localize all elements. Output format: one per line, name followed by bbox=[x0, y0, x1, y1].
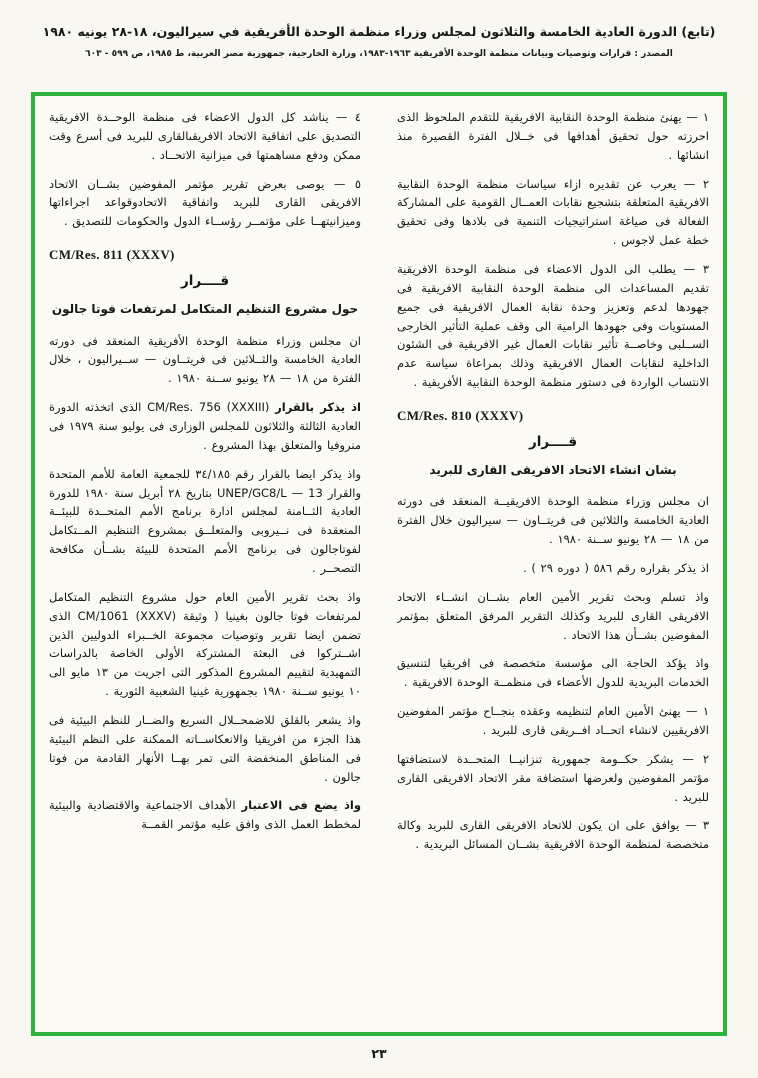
paragraph: ٢ — يشكر حكــومة جمهورية تنزانيــا المتحــدة لاستضافتها مؤتمر المفوضين ولعرضها استضافة مقر الاتحاد الافريقى القارى للبريد . bbox=[397, 751, 709, 804]
paragraph: ٤ — يناشد كل الدول الاعضاء فى منظمة الوحــدة الافريقية التصديق على اتفاقية الاتحاد الافريقىالقارى للبريد فى أسرع وقت ممكن ودفع مساهمتها فى ميزانية الاتحــاد . bbox=[49, 110, 361, 162]
paragraph: واذ يذكر ايضا بالقرار رقم ٣٤/١٨٥ للجمعية العامة للأمم المتحدة والقرار UNEP/GC8/L — 13 بتاريخ ٢٨ أبريل سنة ١٩٨٠ للدورة العادية الثــامنة لمجلس ادارة برنامج الأمم المتحــدة للبيئــة المنعقدة فى نــيروبى والمتعلــق بمشروع التنظيم المــتكامل لفوتاجالون فى برنامج الأمم المتحدة للبيئة بشــأن مكافحة التصحــر . bbox=[49, 466, 361, 575]
paragraph-considering bbox=[49, 796, 361, 834]
paragraph-text: CM/Res. 756 (XXXIII) الذى اتخذته الدورة العادية الثالثة والثلاثون للمجلس الوزارى فى يوليو سنة ١٩٧٩ فى منروفيا والمتعلق بهذا المشروع . bbox=[49, 400, 361, 452]
paragraph-text: الأهداف الاجتماعية والاقتصادية والبيئية لمخطط العمل الذى وافق عليه مؤتمر القمــة bbox=[49, 798, 361, 832]
resolution-heading: قــــرار bbox=[528, 434, 578, 451]
page-number: ٢٣ bbox=[371, 1046, 387, 1061]
paragraph: ٣ — يوافق على ان يكون للاتحاد الافريقى القارى للبريد وكالة متخصصة لمنظمة الوحدة الافريقية بشــان المسائل البريدية . bbox=[397, 818, 709, 852]
paragraph: واذ تسلم وبحث تقرير الأمين العام بشــان انشــاء الاتحاد الافريقى القارى للبريد وكذلك التقرير المرفق المتعلق بمؤتمر المفوضين بشــأن هذا الاتحاد . bbox=[397, 589, 709, 642]
resolution-code: CM/Res. 810 (XXXV) bbox=[397, 408, 524, 424]
paragraph: ٢ — يعرب عن تقديره ازاء سياسات منظمة الوحدة النقابية الافريقية المتعلقة بتشجيع نقابات العمــال القومية على المشاركة الفعالة فى صياغة استراتيجيات التنمية فى بلادها وفى تحقيق خطة عمل لاجوس . bbox=[397, 176, 709, 248]
paragraph: واذ يؤكد الحاجة الى مؤسسة متخصصة فى افريقيا لتنسيق الخدمات البريدية للدول الأعضاء فى منظمــة الوحدة الافريقية . bbox=[397, 656, 709, 690]
paragraph: ١ — يهنئ الأمين العام لتنظيمه وعقده بنجــاح مؤتمر المفوضين الافريقيين لانشاء اتحــاد افــريقى قارى للبريد . bbox=[397, 704, 709, 738]
paragraph: ان مجلس وزراء منظمة الوحدة الافريقيــة المنعقد فى دورته العادية الخامسة والثلاثين فى فريتــاون — سيراليون خلال الفترة من ١٨ — ٢٨ يونيو ســنة ١٩٨٠ . bbox=[397, 494, 709, 547]
header-line-1: (تابع) الدورة العادية الخامسة والثلاثون لمجلس وزراء منظمة الوحدة الأفريقية في سيراليون، ١٨-٢٨ يونيه ١٩٨٠ bbox=[42, 24, 716, 39]
column-left bbox=[49, 108, 361, 1020]
column-right bbox=[397, 108, 709, 1020]
paragraph: ان مجلس وزراء منظمة الوحدة الأفريقية المنعقد فى دورته العادية الخامسة والثــلاثين فى فريتــاون — ســيراليون ، خلال الفترة من ١٨ — ٢٨ يونيو ســنة ١٩٨٠ . bbox=[49, 333, 361, 386]
content-border-box bbox=[31, 92, 727, 1036]
paragraph: ١ — يهنئ منظمة الوحدة النقابية الافريقية للتقدم الملحوظ الذى احرزته حول تحقيق أهدافها فى خــلال الفترة القصيرة منذ انشائها . bbox=[397, 110, 709, 162]
resolution-title: حول مشروع التنظيم المتكامل لمرتفعات فوتا جالون bbox=[51, 302, 359, 317]
paragraph: ٣ — يطلب الى الدول الاعضاء فى منظمة الوحدة الافريقية تقديم المساعدات الى منظمة الوحدة النقابية الافريقية فى جهودها لدعم وتعزيز وحدة نقابة العمال الافريقية فى جميع المستويات وفى جهودها الرامية الى وقف عملية التأثير الخارجى الســلبى وخاصــة تأثير نقابات العمال غير الافريقية فى الشئون الداخلية لنقابات العمال الافريقية وذلك بمراعاة سياسة عدم الانتساب الواردة فى دستور منظمة الوحدة النقابية الأفريقية . bbox=[397, 262, 709, 390]
document-header bbox=[0, 24, 758, 59]
resolution-code: CM/Res. 811 (XXXV) bbox=[49, 247, 175, 263]
resolution-title: بشان انشاء الاتحاد الافريقى القارى للبريد bbox=[429, 463, 677, 478]
paragraph: ٥ — يوصى بعرض تقرير مؤتمر المفوضين بشــان الاتحاد الافريقى القارى للبريد واتفاقية الاتحادوقواعد اجراءاتها وميزانيتهــا على مؤتمــر رؤســاء الدول والحكومات للتصديق . bbox=[49, 176, 361, 229]
resolution-heading: قــــرار bbox=[180, 273, 230, 290]
header-line-2: المصدر : قرارات وتوصيات وبيانات منظمة الوحدة الأفريقية ١٩٦٣-١٩٨٣، وزارة الخارجية، جمهورية مصر العربية، ط ١٩٨٥، ص ٥٩٩ - ٦٠٣ bbox=[85, 49, 673, 59]
paragraph: واذ بحث تقرير الأمين العام حول مشروع التنظيم المتكامل لمرتفعات فوتا جالون بغينيا ( وثيقة CM/1061 (XXXV) الذى تضمن ايضا تقرير وتوصيات مجموعة الخــبراء الدوليين الذين اشــتركوا فى البعثة المشتركة الأولى الخاصة بالدراسات التمهيدية لتقييم المشروع المذكور التى اجريت من ١٣ مايو الى ١٠ يونيو ســنة ١٩٨٠ بجمهورية غينيا الشعبية الثورية . bbox=[49, 589, 361, 699]
paragraph-lead: اذ يذكر بالقرار bbox=[275, 400, 361, 415]
columns bbox=[49, 108, 709, 1020]
paragraph: واذ يشعر بالقلق للاضمحــلال السريع والضــار للنظم البيئية فى هذا الجزء من افريقيا والانعكاســاته الممكنة على النظم البيئية فى المناطق المنخفضة التى تمر بهــا الأنهار القادمة من فوتا جالون . bbox=[49, 713, 361, 784]
paragraph-recalling bbox=[49, 398, 361, 455]
paragraph-lead: واذ يضع فى الاعتبار bbox=[241, 798, 361, 813]
paragraph: اذ يذكر بقراره رقم ٥٨٦ ( دوره ٢٩ ) . bbox=[523, 561, 709, 575]
